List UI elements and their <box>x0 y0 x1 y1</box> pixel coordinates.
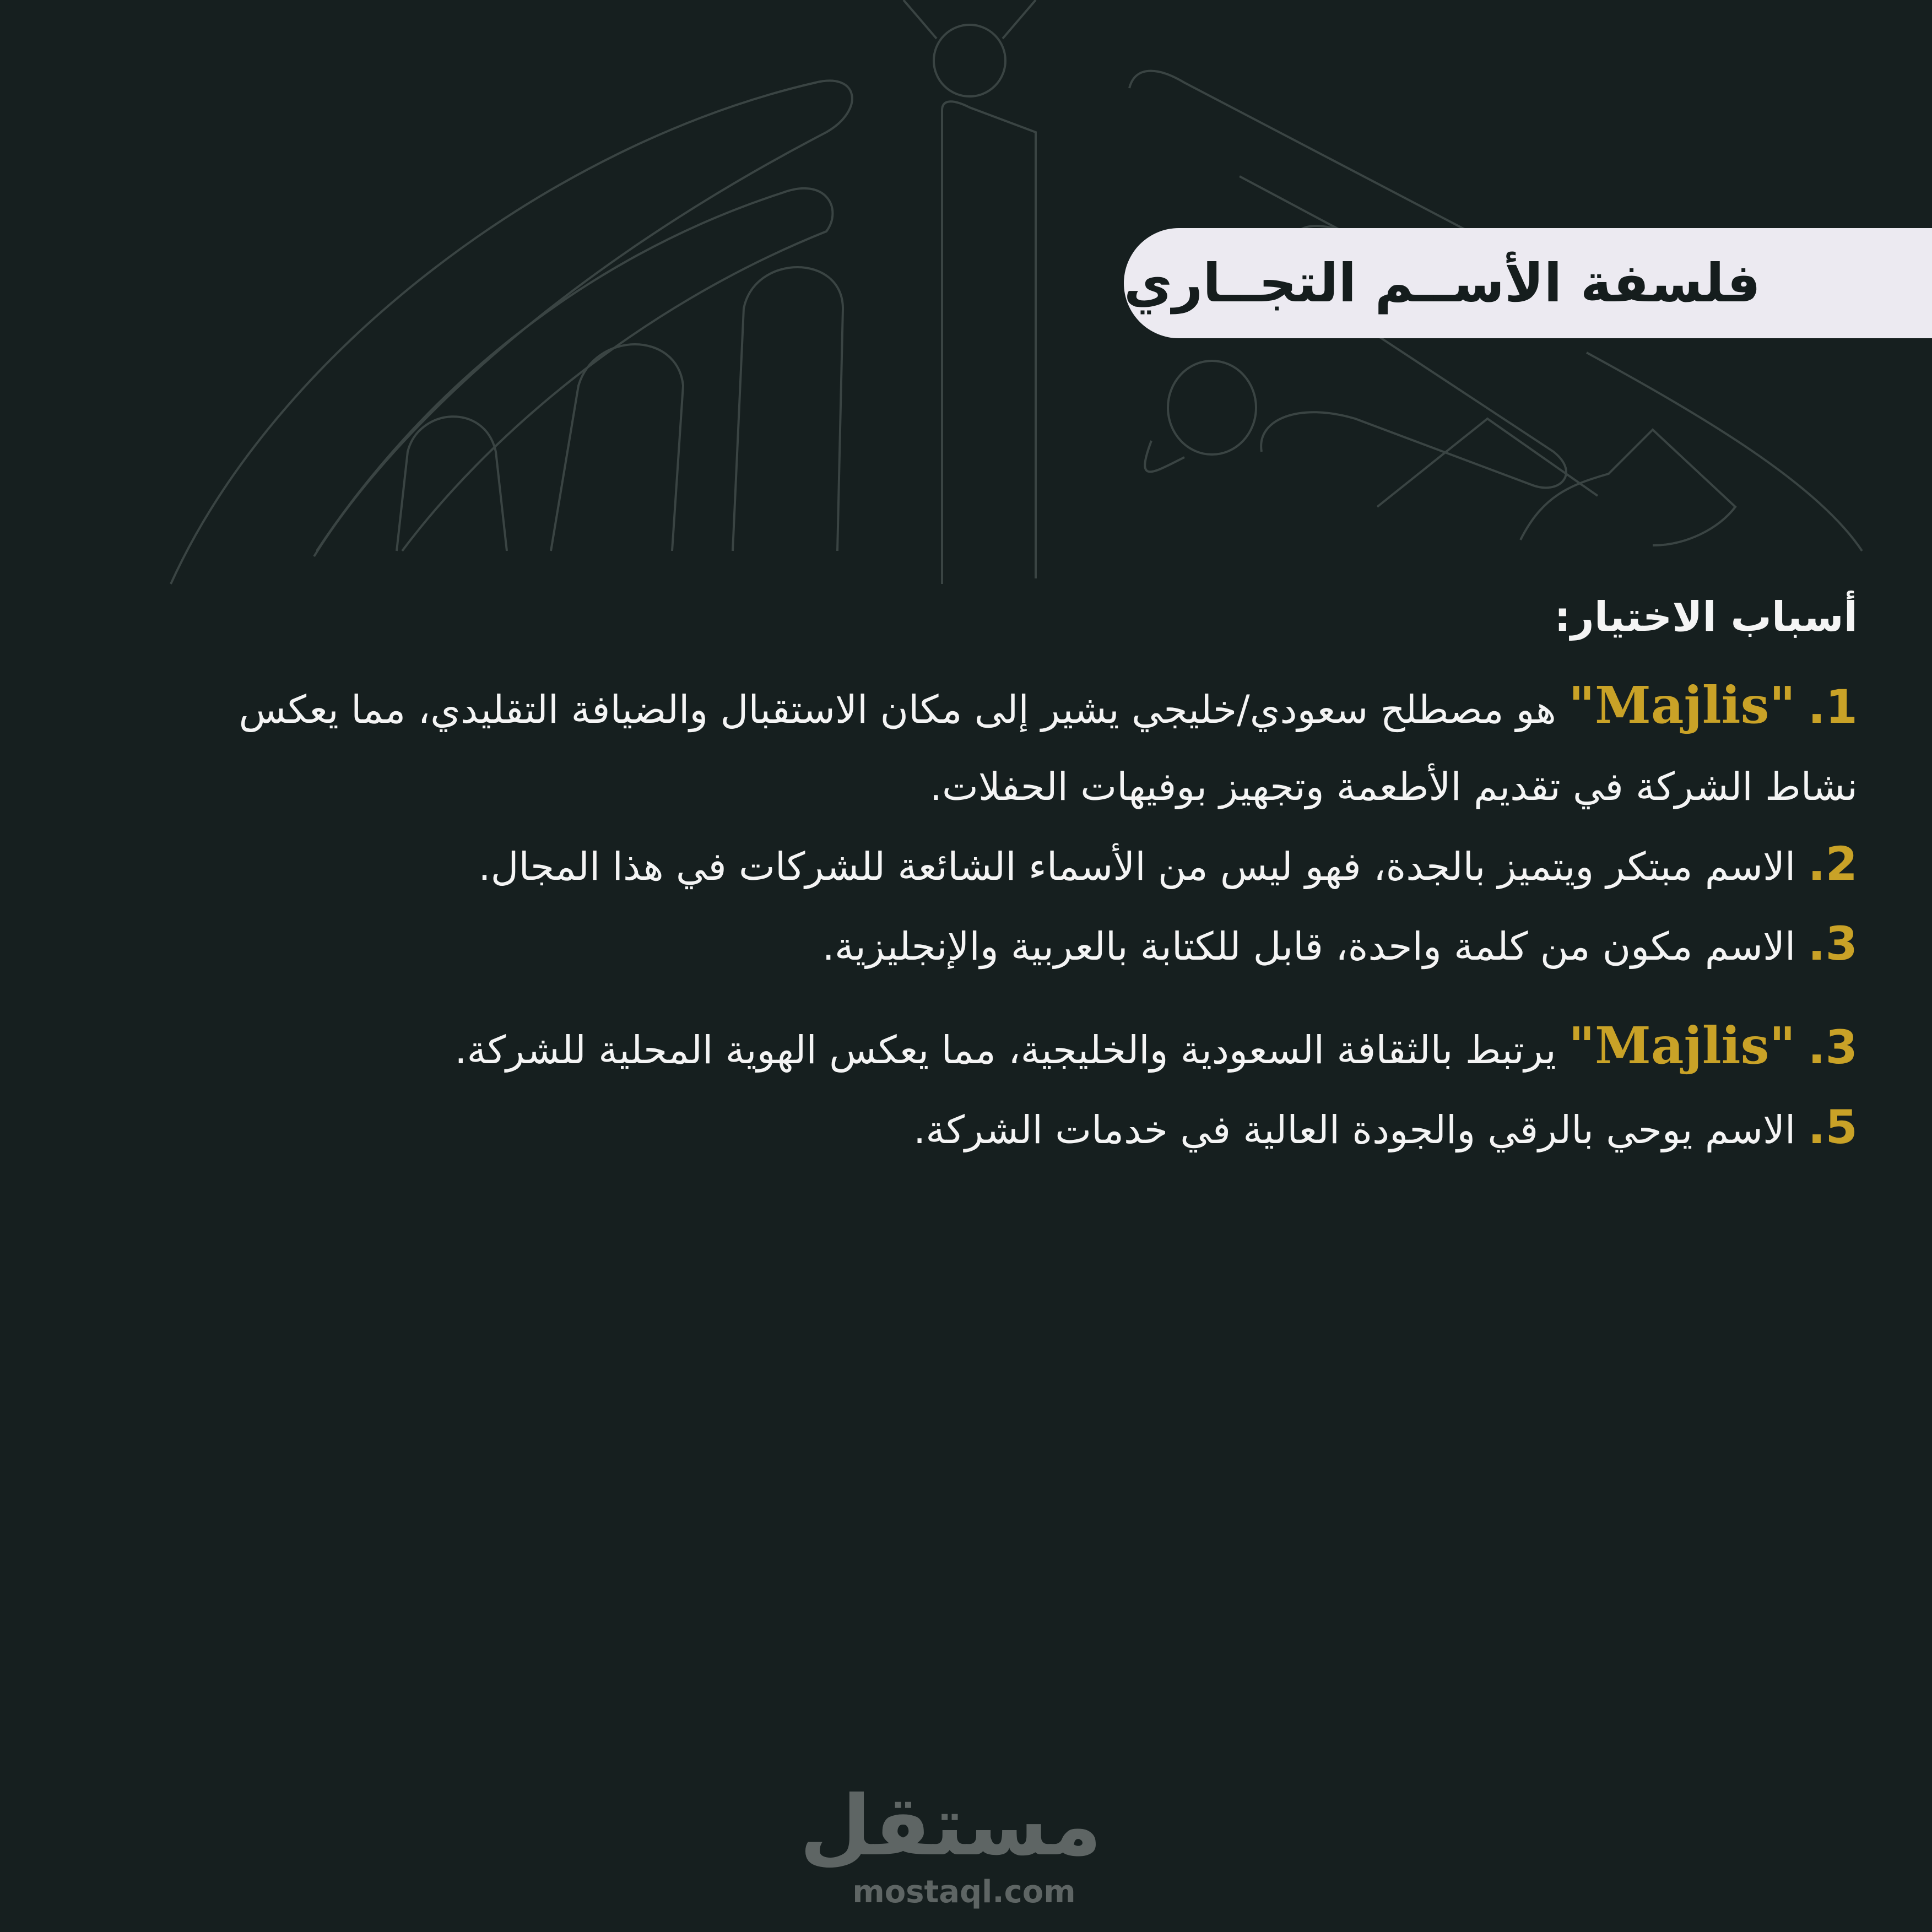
reason-item <box>205 1007 1858 1089</box>
dot-oval <box>1168 361 1256 454</box>
right-shape-inner <box>1240 176 1598 507</box>
reason-item <box>205 905 1858 985</box>
reason-item <box>205 825 1858 905</box>
reason-text: الاسم يوحي بالرقي والجودة العالية في خدمات الشركة. <box>913 1107 1796 1152</box>
reason-text: هو مصطلح سعودي/خليجي يشير إلى مكان الاستقبال والضيافة التقليدي، مما يعكس نشاط الشركة في تقديم الأطعمة وتجهيز بوفيهات الحفلات. <box>239 687 1858 809</box>
outer-right-arc <box>1587 353 1862 551</box>
watermark-url: mostaql.com <box>852 1874 1076 1910</box>
page-title: فلسفة الأســم التجــاري <box>1124 252 1761 314</box>
highlighted-term: "Majlis" <box>1568 1016 1796 1075</box>
reason-text: الاسم مبتكر ويتميز بالجدة، فهو ليس من الأسماء الشائعة للشركات في هذا المجال. <box>478 844 1796 889</box>
title-banner <box>1124 228 1932 338</box>
reason-item <box>205 667 1858 825</box>
arch-left <box>397 416 507 551</box>
top-tip <box>903 0 1036 39</box>
watermark-wordmark: مستقل <box>799 1778 1102 1874</box>
reason-number: 3. <box>1807 917 1858 971</box>
reason-number: 1. <box>1807 680 1858 734</box>
dot-oval-stem <box>1145 441 1184 472</box>
arch-mid <box>551 344 683 551</box>
tall-stem <box>942 101 1036 584</box>
reason-number: 3. <box>1807 1020 1858 1074</box>
reason-number: 2. <box>1807 837 1858 891</box>
reasons-section <box>205 578 1858 1168</box>
outer-arc <box>171 80 852 584</box>
section-heading: أسباب الاختيار: <box>1554 593 1858 641</box>
top-ring <box>934 25 1005 96</box>
highlighted-term: "Majlis" <box>1568 675 1796 735</box>
inner-arc <box>317 188 832 551</box>
reason-text: يرتبط بالثقافة السعودية والخليجية، مما يعكس الهوية المحلية للشركة. <box>454 1027 1556 1073</box>
reason-item <box>205 1089 1858 1168</box>
reason-number: 5. <box>1807 1100 1858 1154</box>
mostaql-watermark <box>799 1778 1102 1912</box>
arch-right <box>733 267 843 551</box>
reason-text: الاسم مكون من كلمة واحدة، قابل للكتابة بالعربية والإنجليزية. <box>822 924 1796 969</box>
